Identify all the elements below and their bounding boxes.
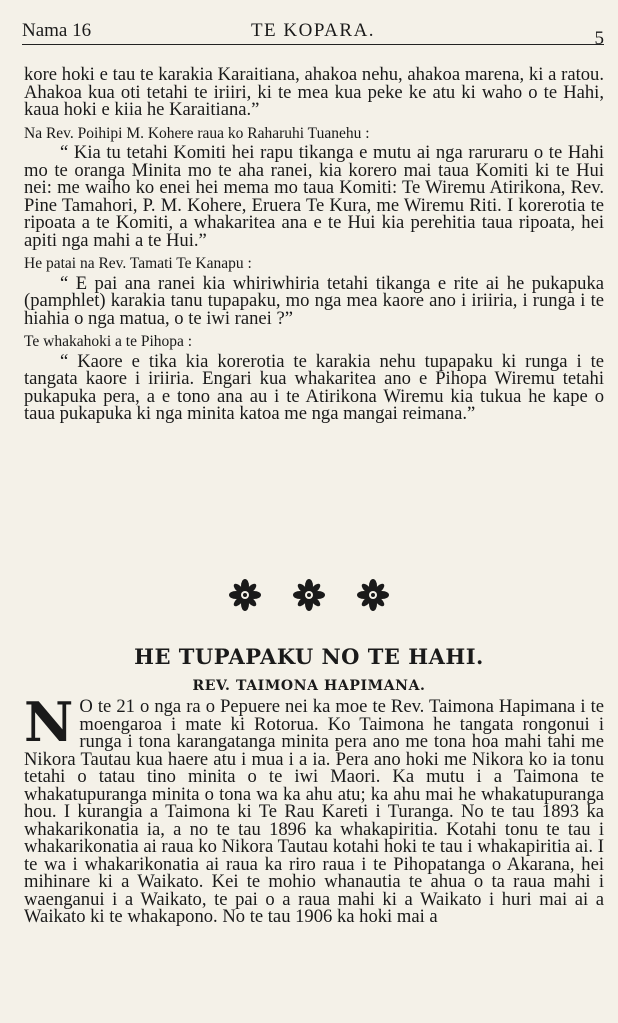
page-number: 5 [594, 28, 604, 49]
article-title: HE TUPAPAKU NO TE HAHI. [134, 644, 484, 669]
paragraph-continuation: kore hoki e tau te karakia Karaitiana, ahakoa nehu, ahakoa marena, ki a ratou. Ahakoa kua oti tetahi te iriiri, ki te mea kua peke ke atu ki waho o te Hahi, kaua hoki e kiia he Karaitiana.” [24, 64, 604, 120]
flower-ornament-icon [228, 578, 262, 612]
speaker-line: Na Rev. Poihipi M. Kohere raua ko Raharuhi Tuanehu : [24, 124, 370, 142]
article-subtitle: REV. TAIMONA HAPIMANA. [192, 678, 426, 694]
drop-cap: N [24, 690, 74, 754]
journal-title: TE KOPARA. [250, 20, 376, 41]
flower-ornament-icon [356, 578, 390, 612]
obituary-article [24, 690, 604, 927]
section-divider [0, 578, 618, 617]
quoted-question: “ E pai ana ranei kia whiriwhiria tetahi tikanga e rite ai he pukapuka (pamphlet) karakia tanu tupapaku, mo nga mea kaore ano i iriiria, i runga i te hiahia o nga matua, o te iwi ranei ?” [24, 275, 604, 328]
article-body [24, 690, 604, 927]
article-text: O te 21 o nga ra o Pepuere nei ka moe te Rev. Taimona Hapimana i te moengaroa i mate ki Rotorua. Ko Taimona he tangata rongonui i runga i tona karangatanga minita pera ano me tona hoa mahi tahi me Nikora Tautau kua haere atu i mua i a ia. Pera ano hoki me Nikora ko ia tonu tetahi o tatau tino minita o te iwi Maori. Ka mutu i a Taimona te whakatupuranga minita o tona wa ka ahu atu; ka ahu mai he whakatupuranga hou. I kurangia a Taimona ki Te Rau Kareti i Turanga. No te tau 1893 ka whakarikonatia ia, a no te tau 1896 ka whakapiritia. Kotahi tonu te tau i whakarikonatia ai raua ko Nikora Tautau kotahi hoki te tau i whakapiritia ai. I te wa i whakarikonatia ai raua ka riro raua i te Pihopatanga o Akarana, hei mihinare ki a Waikato. Kei te mohio whanautia te ahua o ta raua mahi i waenganui i a Waikato, te pai o a raua mahi ki a Waikato i huri mai ai a Waikato ki te whakapono. No te tau 1906 ka hoki mai a [24, 696, 604, 927]
quoted-motion: “ Kia tu tetahi Komiti hei rapu tikanga e mutu ai nga raruraru o te Hahi mo te oranga Minita mo te aha ranei, kia korero mai taua Komiti ki te Hui nei: me waiho ko enei hei mema mo taua Komiti: Te Wiremu Atirikona, Rev. Pine Tamahori, P. M. Kohere, Eruera Te Kura, me Wiremu Riti. I korerotia te ripoata a te Komiti, a whakaritea ana e te Hui kia perehitia taua ripoata, hei apiti nga mahi a te Hui.” [24, 144, 604, 249]
running-header [22, 14, 604, 49]
flower-ornament-icon [292, 578, 326, 612]
issue-number: Nama 16 [22, 20, 92, 41]
speaker-line: Te whakahoki a te Pihopa : [24, 333, 193, 350]
minutes-text [24, 66, 604, 423]
quoted-reply: “ Kaore e tika kia korerotia te karakia nehu tupapaku ki runga i te tangata kaore i iriiria. Engari kua whakaritea ano e Pihopa Wiremu tetahi pukapuka pera, a e tono ana au i te Atirikona Wiremu kia tukua he kape o taua pukapuka ki nga minita katoa me nga mangai reimana.” [24, 353, 604, 423]
speaker-line: He patai na Rev. Tamati Te Kanapu : [24, 255, 252, 272]
